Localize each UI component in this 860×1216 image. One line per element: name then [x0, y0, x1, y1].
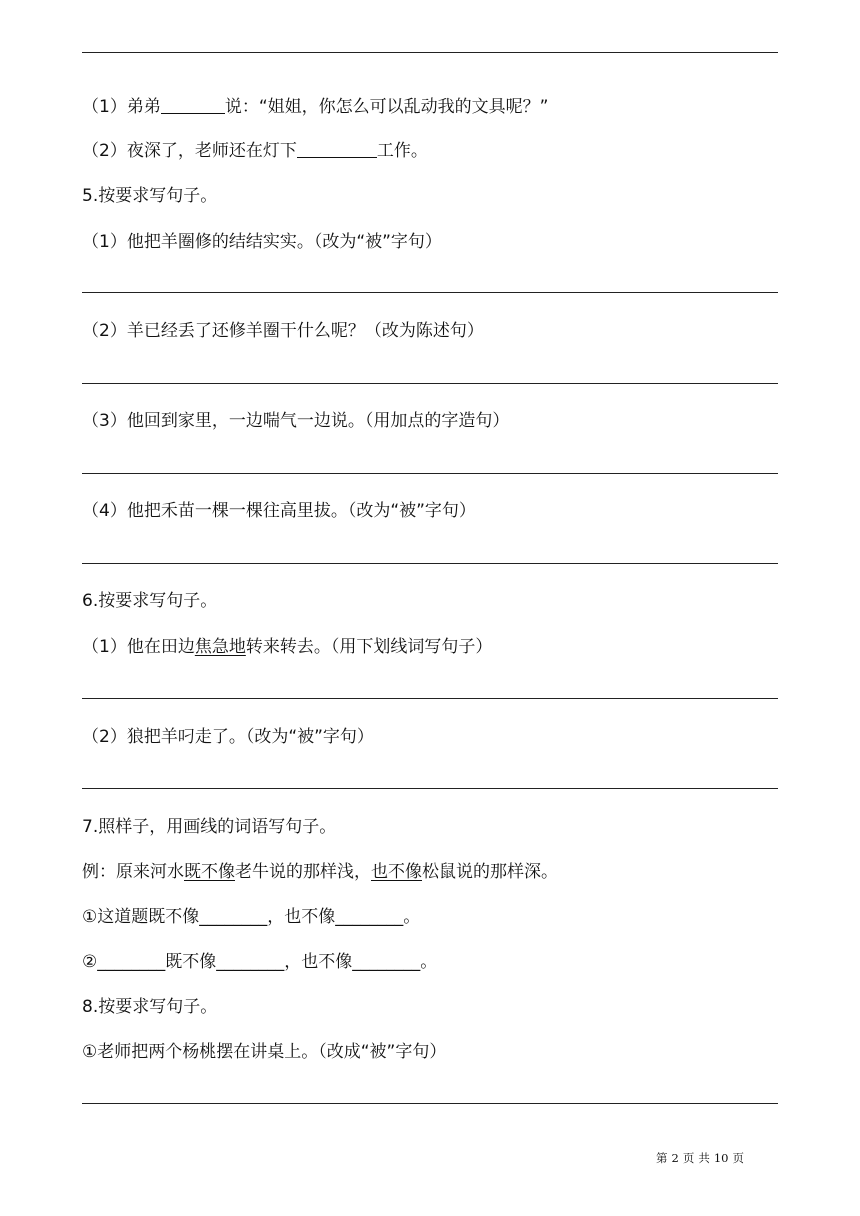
answer-line [82, 52, 778, 53]
example-text: 例：原来河水 [82, 862, 184, 882]
q6-item1 [82, 636, 492, 658]
q6-item2: （2）狼把羊叼走了。（改为“被”字句） [82, 727, 374, 747]
underlined-word: 也不像 [371, 862, 422, 882]
fill-blank[interactable]: ________ [335, 907, 404, 927]
fill-blank[interactable] [297, 141, 377, 158]
example-text: 松鼠说的那样深。 [422, 862, 558, 882]
q5-title: 5.按要求写句子。 [82, 186, 218, 206]
answer-line[interactable] [82, 788, 778, 789]
q6-title: 6.按要求写句子。 [82, 591, 218, 611]
footer-text: 第 [656, 1151, 668, 1165]
q5-item3: （3）他回到家里，一边喘气一边说。（用加点的字造句） [82, 411, 510, 431]
q6-item1-post: 转来转去。（用下划线词写句子） [245, 637, 493, 657]
q8-title: 8.按要求写句子。 [82, 997, 218, 1017]
q5-item1: （1）他把羊圈修的结结实实。（改为“被”字句） [82, 232, 442, 252]
q5-item4: （4）他把禾苗一棵一棵往高里拔。（改为“被”字句） [82, 501, 476, 521]
item-text: ，也不像 [284, 952, 353, 972]
q7-example [82, 861, 558, 883]
q5-item2: （2）羊已经丢了还修羊圈干什么呢？（改为陈述句） [82, 321, 484, 341]
answer-line[interactable] [82, 1103, 778, 1104]
item-text: 这道题既不像 [97, 907, 200, 927]
q4-item2 [82, 140, 428, 162]
q7-item1 [82, 906, 420, 928]
q4-item2-pre: （2）夜深了，老师还在灯下 [82, 141, 297, 161]
item-text: ，也不像 [267, 907, 336, 927]
fill-blank[interactable]: ________ [216, 952, 285, 972]
example-text: 老牛说的那样浅， [235, 862, 371, 882]
footer-text: 页 [682, 1151, 695, 1165]
q8-item1: ①老师把两个杨桃摆在讲桌上。（改成“被”字句） [82, 1042, 447, 1062]
answer-line[interactable] [82, 563, 778, 564]
q4-item1-pre: （1）弟弟 [82, 97, 161, 117]
answer-line[interactable] [82, 698, 778, 699]
total-pages: 10 [713, 1151, 729, 1165]
circled-number: ② [82, 952, 98, 972]
footer-text: 共 [698, 1151, 710, 1165]
q6-item1-pre: （1）他在田边 [82, 637, 195, 657]
q4-item2-post: 工作。 [376, 141, 428, 161]
underlined-word: 既不像 [184, 862, 235, 882]
q7-title: 7.照样子，用画线的词语写句子。 [82, 817, 337, 837]
answer-line[interactable] [82, 383, 778, 384]
q4-item1-post: 说：“姐姐，你怎么可以乱动我的文具呢？” [224, 97, 549, 117]
item-text: 。 [420, 952, 438, 972]
q7-item2 [82, 951, 437, 973]
footer-text: 页 [732, 1151, 744, 1165]
fill-blank[interactable] [161, 97, 225, 114]
q4-item1 [82, 96, 548, 118]
answer-line[interactable] [82, 473, 778, 474]
fill-blank[interactable]: ________ [97, 952, 166, 972]
fill-blank[interactable]: ________ [199, 907, 268, 927]
item-text: 既不像 [165, 952, 217, 972]
fill-blank[interactable]: ________ [352, 952, 421, 972]
page-footer [656, 1150, 748, 1166]
answer-line[interactable] [82, 292, 778, 293]
circled-number: ① [82, 907, 98, 927]
page-number: 2 [671, 1151, 679, 1165]
item-text: 。 [403, 907, 421, 927]
underlined-word: 焦急地 [194, 637, 246, 657]
